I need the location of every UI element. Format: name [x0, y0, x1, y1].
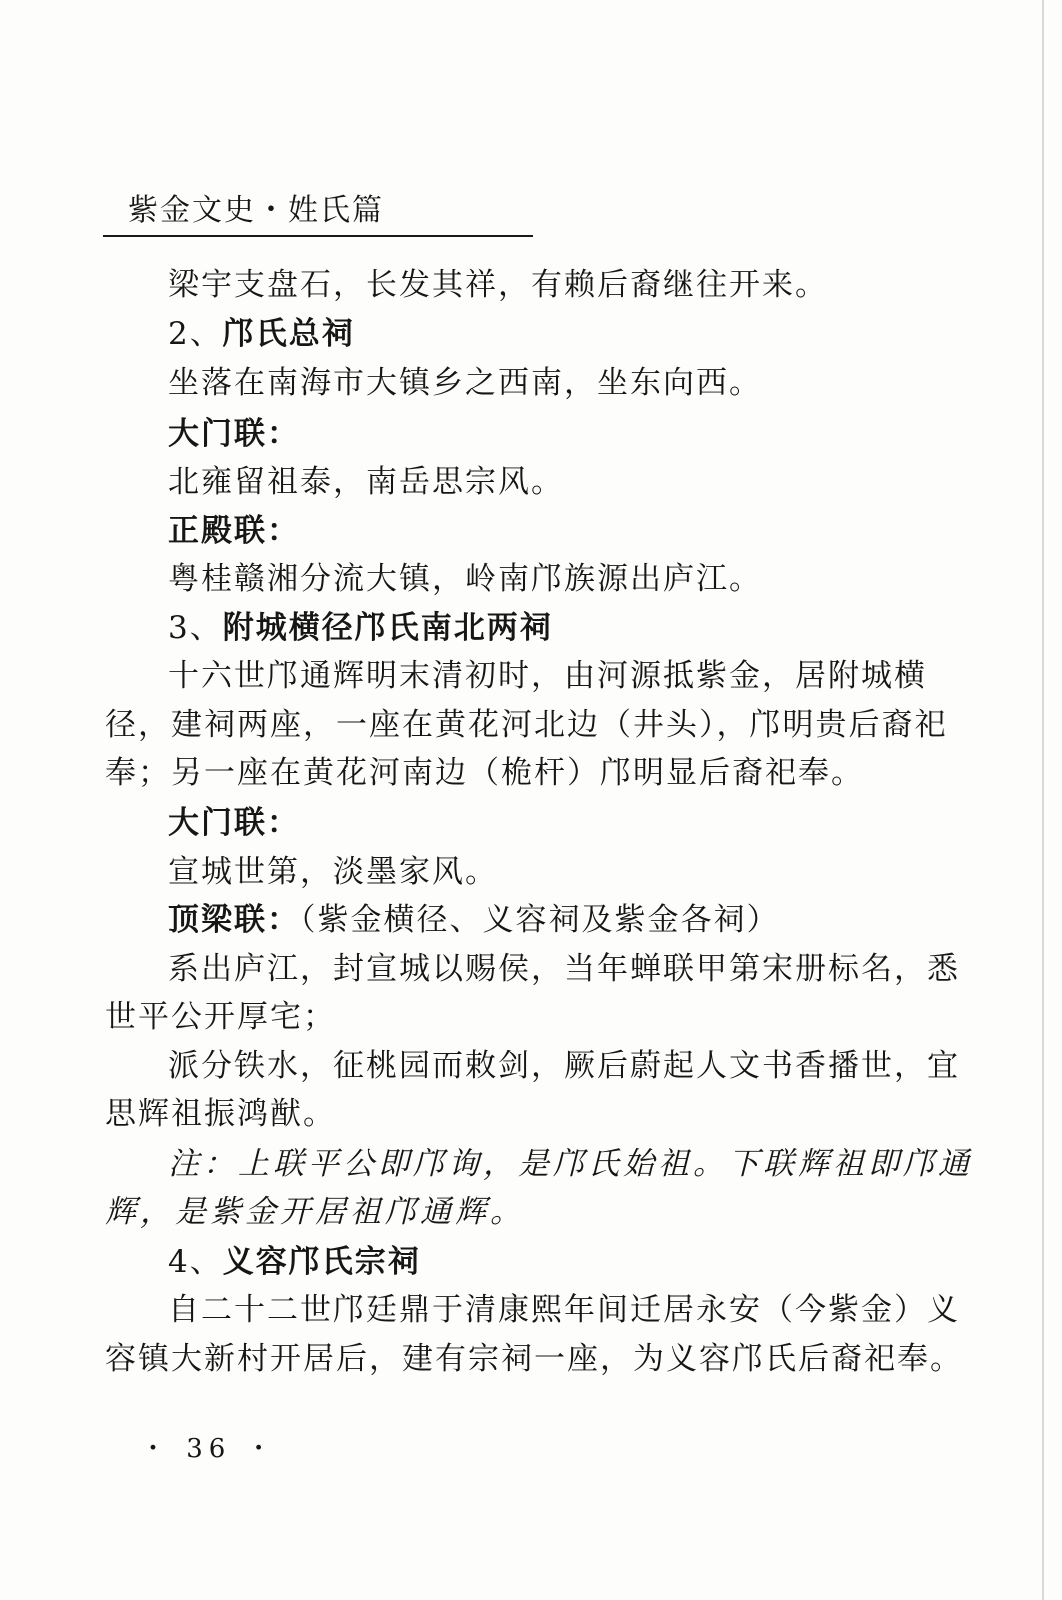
section-number: 3、: [168, 610, 223, 646]
couplet-label: 正殿联：: [168, 513, 300, 549]
text-line: 十六世邝通辉明末清初时，由河源抵紫金，居附城横: [168, 658, 927, 694]
couplet-label: 大门联：: [168, 805, 300, 841]
page-number: ・ 36 ・: [140, 1434, 278, 1464]
text-line: 奉；另一座在黄花河南边（桅杆）邝明显后裔祀奉。: [105, 755, 864, 791]
page-edge: [1042, 0, 1044, 1600]
text-line: 径，建祠两座，一座在黄花河北边（井头），邝明贵后裔祀: [105, 707, 948, 743]
couplet-label: 大门联：: [168, 416, 300, 452]
text-line: 粤桂赣湘分流大镇，岭南邝族源出庐江。: [168, 561, 762, 597]
section-heading: [168, 314, 355, 354]
header-rule: [103, 235, 533, 237]
note-line: 注：上联平公即邝询，是邝氏始祖。下联辉祖即邝通: [168, 1146, 973, 1182]
section-title: 附城横径邝氏南北两祠: [222, 610, 553, 646]
section-title: 义容邝氏宗祠: [222, 1244, 421, 1280]
text-line: 坐落在南海市大镇乡之西南，坐东向西。: [168, 365, 762, 401]
section-heading: [168, 608, 553, 648]
couplet-location: （紫金横径、义容祠及紫金各祠）: [300, 902, 780, 938]
section-number: 2、: [168, 316, 223, 352]
couplet-label-line: [168, 900, 780, 940]
text-line: 世平公开厚宅；: [105, 999, 336, 1035]
couplet-label: 顶梁联：: [168, 902, 300, 938]
section-title: 邝氏总祠: [222, 316, 355, 352]
text-line: 梁宇支盘石，长发其祥，有赖后裔继往开来。: [168, 267, 828, 303]
section-heading: [168, 1242, 421, 1282]
text-line: 宣城世第，淡墨家风。: [168, 854, 498, 890]
text-line: 容镇大新村开居后，建有宗祠一座，为义容邝氏后裔祀奉。: [105, 1341, 963, 1377]
text-line: 北雍留祖泰，南岳思宗风。: [168, 464, 564, 500]
running-header: 紫金文史・姓氏篇: [128, 193, 384, 228]
text-line: 思辉祖振鸿猷。: [105, 1096, 336, 1132]
text-line: 派分铁水，征桃园而敕剑，厥后蔚起人文书香播世，宜: [168, 1048, 960, 1084]
section-number: 4、: [168, 1244, 223, 1280]
note-line: 辉，是紫金开居祖邝通辉。: [105, 1194, 525, 1230]
text-line: 自二十二世邝廷鼎于清康熙年间迁居永安（今紫金）义: [168, 1292, 960, 1328]
text-line: 系出庐江，封宣城以赐侯，当年蝉联甲第宋册标名，悉: [168, 951, 960, 987]
